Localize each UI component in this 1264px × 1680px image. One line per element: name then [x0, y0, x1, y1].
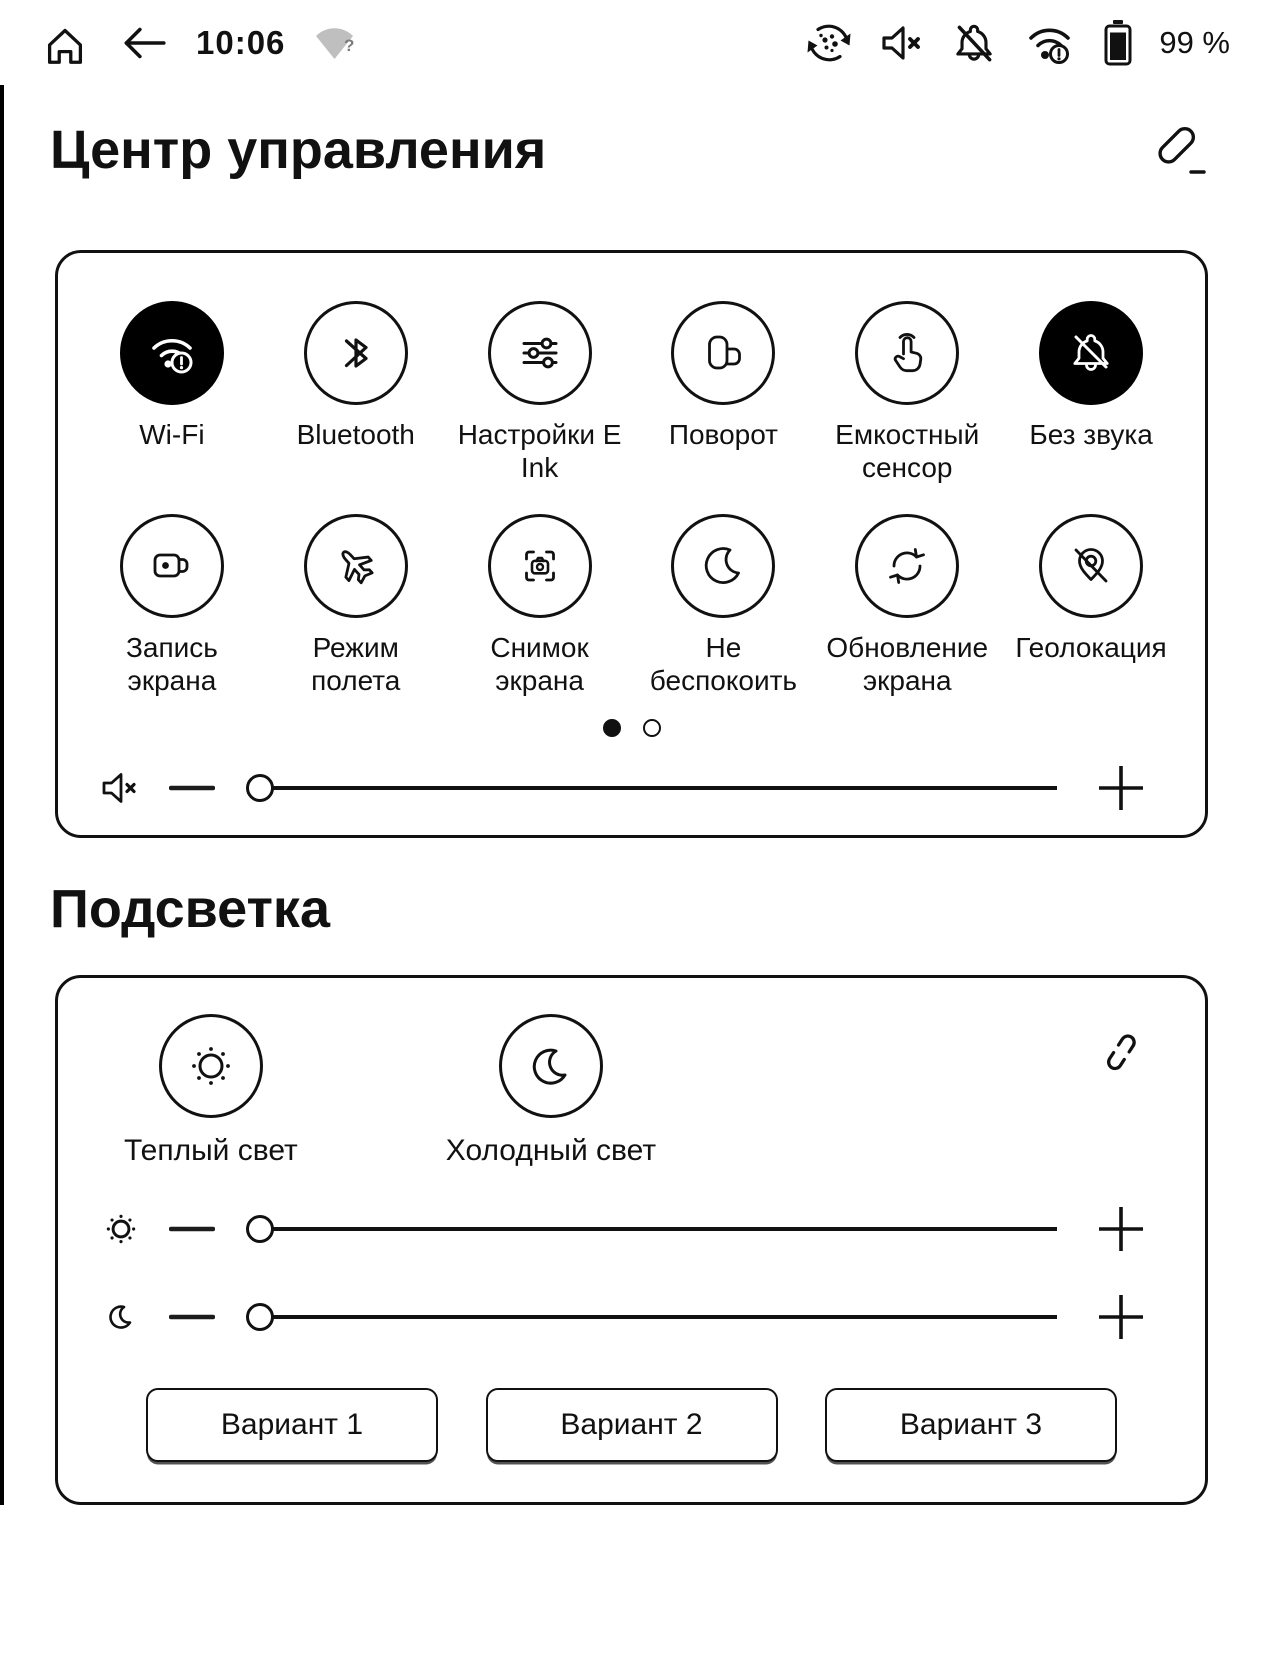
battery-icon	[1101, 18, 1135, 68]
volume-slider-track[interactable]	[246, 773, 1059, 803]
battery-percent: 99 %	[1159, 25, 1230, 60]
warm-increase-button[interactable]	[1095, 1203, 1147, 1255]
volume-muted-icon	[877, 19, 925, 67]
wifi-alert-icon	[1023, 19, 1077, 67]
cold-light-label: Холодный свет	[445, 1134, 657, 1167]
backlight-presets	[58, 1388, 1205, 1462]
warm-light-small-icon	[98, 1209, 144, 1249]
warm-light-slider-row	[58, 1200, 1205, 1258]
tile-label: Поворот	[668, 419, 778, 450]
wifi-unknown-icon	[313, 21, 357, 65]
page-edge-line	[0, 85, 4, 1505]
cold-decrease-button[interactable]	[168, 1297, 216, 1337]
quick-settings-card	[55, 250, 1208, 838]
back-arrow-icon[interactable]	[118, 22, 168, 64]
rotate-icon	[671, 301, 775, 405]
tile-label: Снимок экрана	[490, 632, 589, 696]
cold-light-icon	[499, 1014, 603, 1118]
slider-track-line	[260, 1315, 1057, 1319]
page-dot-1[interactable]	[603, 719, 621, 737]
warm-slider-track[interactable]	[246, 1214, 1059, 1244]
tile-label: Bluetooth	[296, 419, 415, 450]
tile-label: Режим полета	[311, 632, 401, 696]
screen-record-icon	[120, 514, 224, 618]
refresh-mode-icon	[805, 19, 853, 67]
tile-label: Емкостный сенсор	[835, 419, 980, 483]
volume-slider-knob[interactable]	[246, 774, 274, 802]
edit-pen-icon[interactable]	[1146, 120, 1206, 180]
cold-light-toggle[interactable]	[446, 1014, 656, 1168]
cold-slider-track[interactable]	[246, 1302, 1059, 1332]
warm-light-icon	[159, 1014, 263, 1118]
tile-row-1	[58, 301, 1205, 484]
volume-muted-icon	[98, 767, 144, 809]
page-dot-2[interactable]	[643, 719, 661, 737]
tile-label: Геолокация	[1015, 632, 1167, 663]
preset-2-button[interactable]: Вариант 2	[486, 1388, 778, 1462]
tile-label: Обновление экрана	[826, 632, 989, 696]
tile-screen-record[interactable]	[84, 514, 260, 697]
screen-refresh-icon	[855, 514, 959, 618]
svg-text:?: ?	[344, 36, 355, 55]
cold-light-slider-row	[58, 1288, 1205, 1346]
tile-bluetooth[interactable]	[268, 301, 444, 484]
touch-sensor-icon	[855, 301, 959, 405]
tile-do-not-disturb[interactable]	[635, 514, 811, 697]
wifi-icon	[120, 301, 224, 405]
tile-screenshot[interactable]	[452, 514, 628, 697]
light-mode-row	[58, 978, 1205, 1168]
status-bar-left	[40, 17, 385, 69]
status-bar-right	[781, 18, 1230, 68]
eink-settings-icon	[488, 301, 592, 405]
unlink-icon[interactable]	[1091, 1022, 1151, 1082]
backlight-card	[55, 975, 1208, 1505]
volume-slider-row	[58, 759, 1205, 817]
cold-slider-knob[interactable]	[246, 1303, 274, 1331]
do-not-disturb-icon	[671, 514, 775, 618]
tile-label: Без звука	[1029, 419, 1153, 450]
airplane-icon	[304, 514, 408, 618]
slider-track-line	[260, 786, 1057, 790]
status-bar	[40, 14, 1230, 72]
preset-1-button[interactable]: Вариант 1	[146, 1388, 438, 1462]
location-off-icon	[1039, 514, 1143, 618]
tile-rotate[interactable]	[635, 301, 811, 484]
tile-location-off[interactable]	[1003, 514, 1179, 697]
page-title: Центр управления	[50, 120, 547, 180]
tile-screen-refresh[interactable]	[819, 514, 995, 697]
warm-light-toggle[interactable]	[124, 1014, 298, 1168]
home-icon[interactable]	[40, 17, 90, 69]
tile-mute[interactable]	[1003, 301, 1179, 484]
bluetooth-icon	[304, 301, 408, 405]
tile-label: Запись экрана	[125, 632, 218, 696]
cold-light-small-icon	[98, 1299, 144, 1335]
tile-touch-sensor[interactable]	[819, 301, 995, 484]
tile-eink-settings[interactable]	[452, 301, 628, 484]
mute-icon	[1039, 301, 1143, 405]
tile-wifi[interactable]	[84, 301, 260, 484]
page-indicator	[58, 719, 1205, 737]
warm-decrease-button[interactable]	[168, 1209, 216, 1249]
volume-decrease-button[interactable]	[168, 768, 216, 808]
preset-3-button[interactable]: Вариант 3	[825, 1388, 1117, 1462]
backlight-title: Подсветка	[50, 879, 330, 939]
screenshot-icon	[488, 514, 592, 618]
status-time: 10:06	[196, 24, 286, 61]
tile-label: Не беспокоить	[649, 632, 798, 696]
tile-label: Wi-Fi	[139, 419, 205, 450]
tile-row-2	[58, 514, 1205, 697]
cold-increase-button[interactable]	[1095, 1291, 1147, 1343]
volume-increase-button[interactable]	[1095, 762, 1147, 814]
notifications-off-icon	[949, 18, 999, 68]
title-row	[50, 112, 1206, 188]
warm-light-label: Теплый свет	[124, 1134, 298, 1167]
warm-slider-knob[interactable]	[246, 1215, 274, 1243]
slider-track-line	[260, 1227, 1057, 1231]
tile-label: Настройки E Ink	[457, 419, 622, 483]
tile-airplane-mode[interactable]	[268, 514, 444, 697]
